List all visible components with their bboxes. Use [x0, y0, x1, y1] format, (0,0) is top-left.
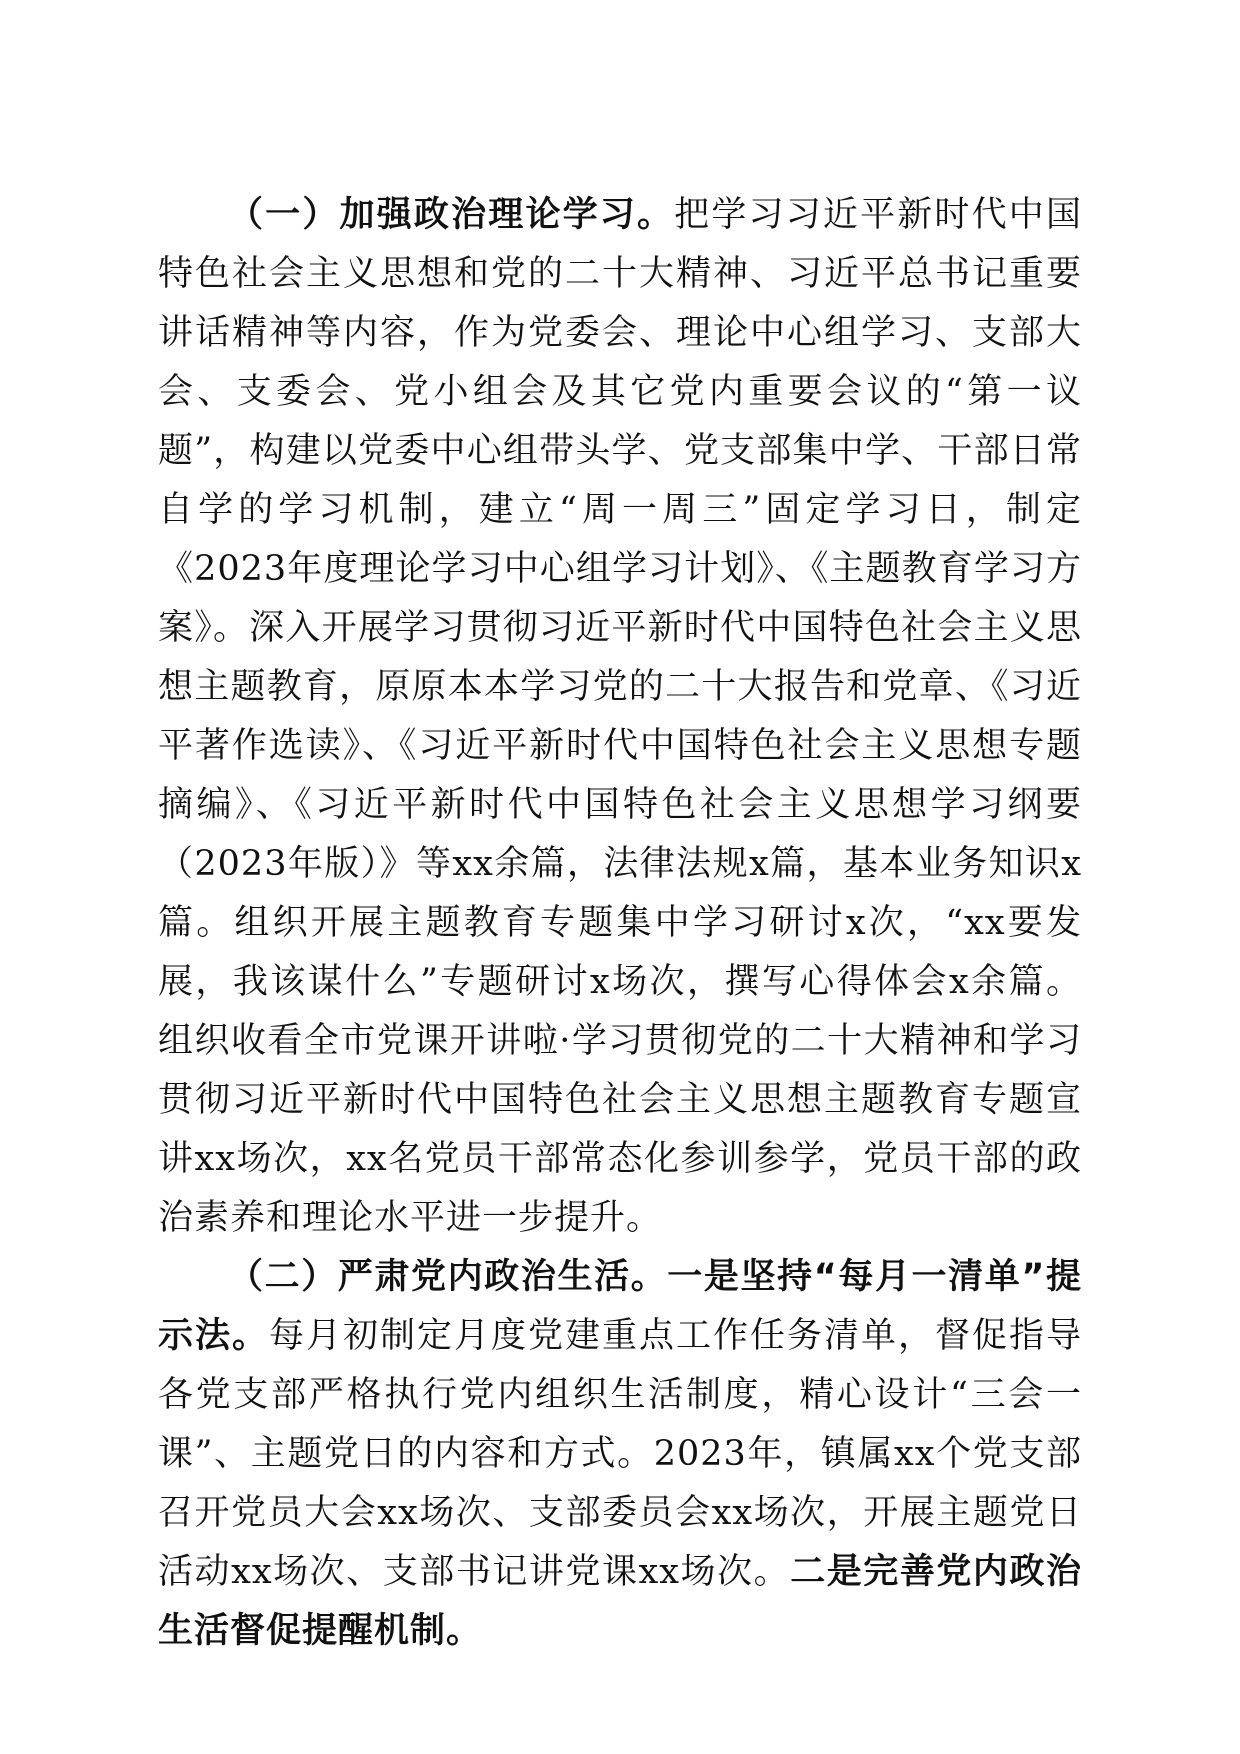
paragraph-heading: （二）严肃党内政治生活。一是坚持“每月一清单”提示法。 [158, 1257, 1082, 1356]
paragraph-heading: （一）加强政治理论学习。 [228, 195, 675, 235]
paragraph-party-political-life [158, 1248, 1082, 1661]
paragraph-body: 把学习习近平新时代中国特色社会主义思想和党的二十大精神、习近平总书记重要讲话精神等内容，作为党委会、理论中心组学习、支部大会、支委会、党小组会及其它党内重要会议的“第一议题”，构建以党委中心组带头学、党支部集中学、干部日常自学的学习机制，建立“周一周三”固定学习日，制定《2023年度理论学习中心组学习计划》、《主题教育学习方案》。深入开展学习贯彻习近平新时代中国特色社会主义思想主题教育，原原本本学习党的二十大报告和党章、《习近平著作选读》、《习近平新时代中国特色社会主义思想专题摘编》、《习近平新时代中国特色社会主义思想学习纲要（2023年版）》等xx余篇，法律法规x篇，基本业务知识x篇。组织开展主题教育专题集中学习研讨x次，“xx要发展，我该谋什么”专题研讨x场次，撰写心得体会x余篇。组织收看全市党课开讲啦·学习贯彻党的二十大精神和学习贯彻习近平新时代中国特色社会主义思想主题教育专题宣讲xx场次，xx名党员干部常态化参训参学，党员干部的政治素养和理论水平进一步提升。 [158, 195, 1082, 1238]
document-page [158, 186, 1082, 1661]
paragraph-political-theory-study [158, 186, 1082, 1248]
paragraph-body: 每月初制定月度党建重点工作任务清单，督促指导各党支部严格执行党内组织生活制度，精心设计“三会一课”、主题党日的内容和方式。2023年，镇属xx个党支部召开党员大会xx场次、支部委员会xx场次，开展主题党日活动xx场次、支部书记讲党课xx场次。 [158, 1316, 1082, 1592]
paragraph-tail-heading: 二是完善党内政治生活督促提醒机制。 [158, 1552, 1082, 1651]
